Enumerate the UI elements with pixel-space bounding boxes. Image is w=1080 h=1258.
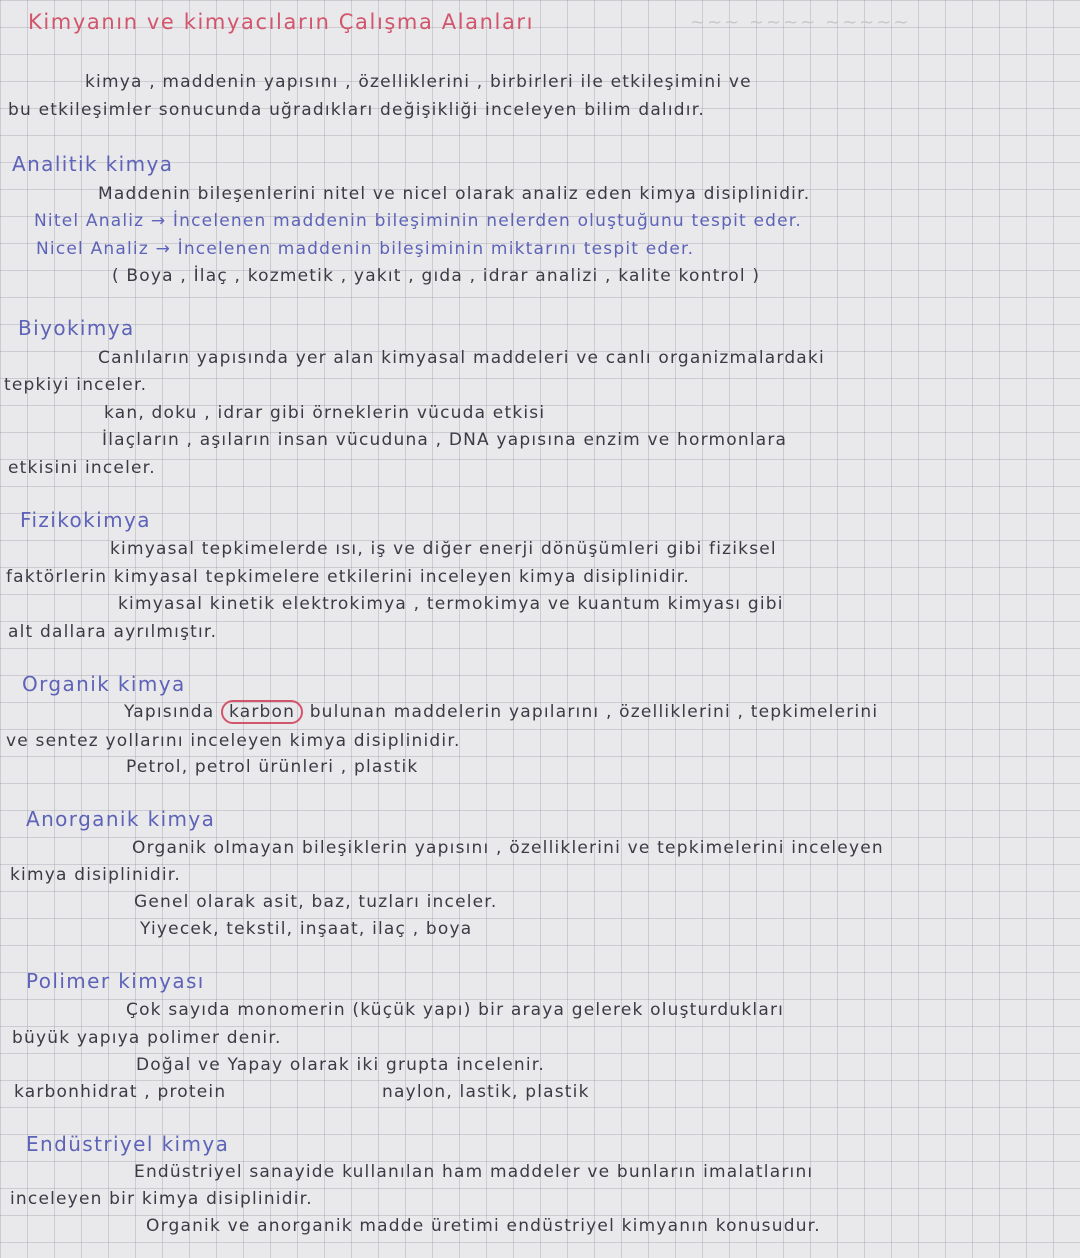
section-line: Petrol, petrol ürünleri , plastik [126,757,419,777]
section-line: kimyasal tepkimelerde ısı, iş ve diğer enerji dönüşümleri gibi fiziksel [110,539,777,559]
section-heading-biyokimya: Biyokimya [18,316,135,340]
section-line-organik-first [0,700,1080,724]
section-line: kan, doku , idrar gibi örneklerin vücuda etkisi [104,403,546,423]
section-line: Organik ve anorganik madde üretimi endüstriyel kimyanın konusudur. [146,1216,821,1236]
text-after-circle: bulunan maddelerin yapılarını , özelliklerini , tepkimelerini [309,702,879,722]
section-line: Yiyecek, tekstil, inşaat, ilaç , boya [140,919,473,939]
section-heading-polimer: Polimer kimyası [26,969,205,993]
section-line: Çok sayıda monomerin (küçük yapı) bir araya gelerek oluşturdukları [126,1000,785,1020]
section-line: inceleyen bir kimya disiplinidir. [10,1189,313,1209]
section-heading-fizikokimya: Fizikokimya [20,508,151,532]
section-line: ( Boya , İlaç , kozmetik , yakıt , gıda , idrar analizi , kalite kontrol ) [112,266,761,286]
section-line: alt dallara ayrılmıştır. [8,622,218,642]
intro-line: bu etkileşimler sonucunda uğradıkları değişikliği inceleyen bilim dalıdır. [8,100,705,120]
section-line: kimyasal kinetik elektrokimya , termokimya ve kuantum kimyası gibi [118,594,784,614]
section-line: İlaçların , aşıların insan vücuduna , DNA yapısına enzim ve hormonlara [102,430,788,450]
section-line: Genel olarak asit, baz, tuzları inceler. [134,892,498,912]
section-line: naylon, lastik, plastik [382,1082,590,1102]
section-line: faktörlerin kimyasal tepkimelere etkilerini inceleyen kimya disiplinidir. [6,567,691,587]
intro-line: kimya , maddenin yapısını , özelliklerini , birbirleri ile etkileşimini ve [85,72,752,92]
section-line: Maddenin bileşenlerini nitel ve nicel olarak analiz eden kimya disiplinidir. [98,184,811,204]
circled-word: karbon [221,700,303,724]
section-heading-analitik: Analitik kimya [12,152,174,176]
section-line: etkisini inceler. [8,458,156,478]
text-before-circle: Yapısında [124,702,215,722]
section-line: ve sentez yollarını inceleyen kimya disiplinidir. [6,731,461,751]
section-line: kimya disiplinidir. [10,865,181,885]
section-line: Doğal ve Yapay olarak iki grupta incelenir. [136,1055,546,1075]
bleed-through-text: ~~~ ~~~~ ~~~~~ [690,12,911,33]
section-line-nitel: Nitel Analiz → İncelenen maddenin bileşiminin nelerden oluştuğunu tespit eder. [34,211,803,231]
section-heading-endustriyel: Endüstriyel kimya [26,1132,230,1156]
section-line: Organik olmayan bileşiklerin yapısını , özelliklerini ve tepkimelerini inceleyen [132,838,884,858]
section-line: karbonhidrat , protein [14,1082,227,1102]
page-title: Kimyanın ve kimyacıların Çalışma Alanları [28,10,535,34]
section-heading-anorganik: Anorganik kimya [26,807,216,831]
section-line: büyük yapıya polimer denir. [12,1028,282,1048]
section-line: Endüstriyel sanayide kullanılan ham maddeler ve bunların imalatlarını [134,1162,814,1182]
section-line-nicel: Nicel Analiz → İncelenen maddenin bileşiminin miktarını tespit eder. [36,239,695,259]
section-line: Canlıların yapısında yer alan kimyasal maddeleri ve canlı organizmalardaki [98,348,825,368]
section-line: tepkiyi inceler. [4,375,148,395]
section-heading-organik: Organik kimya [22,672,186,696]
